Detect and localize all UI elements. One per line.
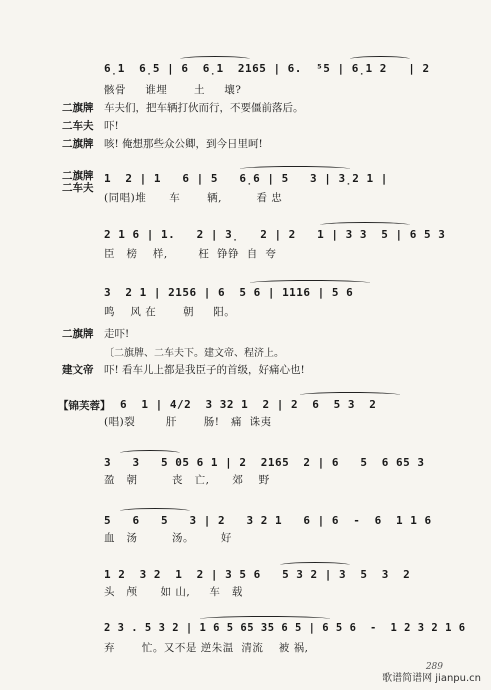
lyric-line-7: 血 汤 汤。 好 [104, 532, 232, 544]
speaker-2: 二车夫 [62, 120, 94, 132]
aria-title: 【锦芙蓉】 [58, 400, 111, 412]
lyric-line-9: 弃 忙。又不是 逆朱温 清流 被 祸, [104, 642, 309, 654]
slur-mark [250, 280, 370, 286]
speaker-4: 二旗牌 [62, 328, 94, 340]
speech-3: 咳! 俺想那些众公卿，到今日里呵! [104, 138, 263, 150]
notation-line-1: 6̣1 6̣5 | 6 6̣1 2165 | 6. ⁵5 | 6̣1 2 | 2 [104, 62, 430, 75]
chorus-speaker-2: 二车夫 [62, 182, 94, 194]
lyric-line-2: (同唱)堆 车 辆, 看 忠 [104, 192, 283, 204]
slur-mark [320, 222, 410, 228]
slur-mark [120, 508, 190, 514]
speaker-1: 二旗牌 [62, 102, 94, 114]
notation-line-3: 2 1 6 | 1. 2 | 3̣ 2 | 2 1 | 3 3 5 | 6 5 3 [104, 228, 446, 241]
notation-line-7: 5 6 5 3 | 2 3 2 1 6 | 6 - 6 1 1 6 [104, 514, 432, 527]
lyric-line-6: 盈 朝 丧 亡, 郊 野 [104, 474, 270, 486]
slur-mark [200, 616, 330, 622]
notation-line-9: 2 3 . 5 3 2 | 1 6 5 65 35 6 5 | 6 5 6 - 1 2 3 2 1 6 [104, 622, 466, 634]
chorus-speaker-1: 二旗牌 [62, 170, 94, 182]
slur-mark [240, 166, 350, 172]
slur-mark [120, 450, 180, 456]
notation-line-6: 3 3 5 05 6 1 | 2 2165 2 | 6 5 6 65 3 [104, 456, 425, 469]
lyric-line-5: (唱)裂 肝 肠! 痛 诛夷 [104, 416, 272, 428]
speech-2: 吓! [104, 120, 119, 132]
site-watermark: 歌谱简谱网 jianpu.cn [382, 673, 481, 684]
slur-mark [280, 562, 350, 568]
speaker-3: 二旗牌 [62, 138, 94, 150]
speech-4: 走吓! [104, 328, 130, 340]
lyric-line-8: 头 颅 如 山, 车 载 [104, 586, 243, 598]
speech-1: 车夫们，把车辆打伙而行，不要僵前落后。 [104, 102, 304, 114]
slur-mark [180, 56, 250, 62]
slur-mark [350, 56, 410, 62]
lyric-line-4: 鸣 风 在 朝 阳。 [104, 306, 236, 318]
page-number: 289 [425, 662, 443, 672]
slur-mark [300, 392, 400, 398]
speaker-5: 建文帝 [62, 364, 94, 376]
notation-line-4: 3 2 1 | 2156 | 6 5 6 | 1116 | 5 6 [104, 286, 354, 299]
notation-line-2: 1 2 | 1 6 | 5 6̣6 | 5 3 | 3̣2 1 | [104, 172, 388, 185]
lyric-line-3: 臣 榜 样, 枉 铮铮 自 夸 [104, 248, 277, 260]
notation-line-8: 1 2 3 2 1 2 | 3 5 6 5 3 2 | 3 5 3 2 [104, 568, 411, 581]
speech-5: 吓! 看车儿上都是我臣子的首级，好痛心也! [104, 364, 305, 376]
stage-direction: 〔二旗牌、二车夫下。建文帝、程济上。 [104, 348, 284, 359]
notation-line-5: 6 1 | 4/2 3 32 1 2 | 2 6 5 3 2 [120, 398, 377, 411]
lyric-line-1: 骸骨 谁埋 土 壤? [104, 84, 242, 96]
